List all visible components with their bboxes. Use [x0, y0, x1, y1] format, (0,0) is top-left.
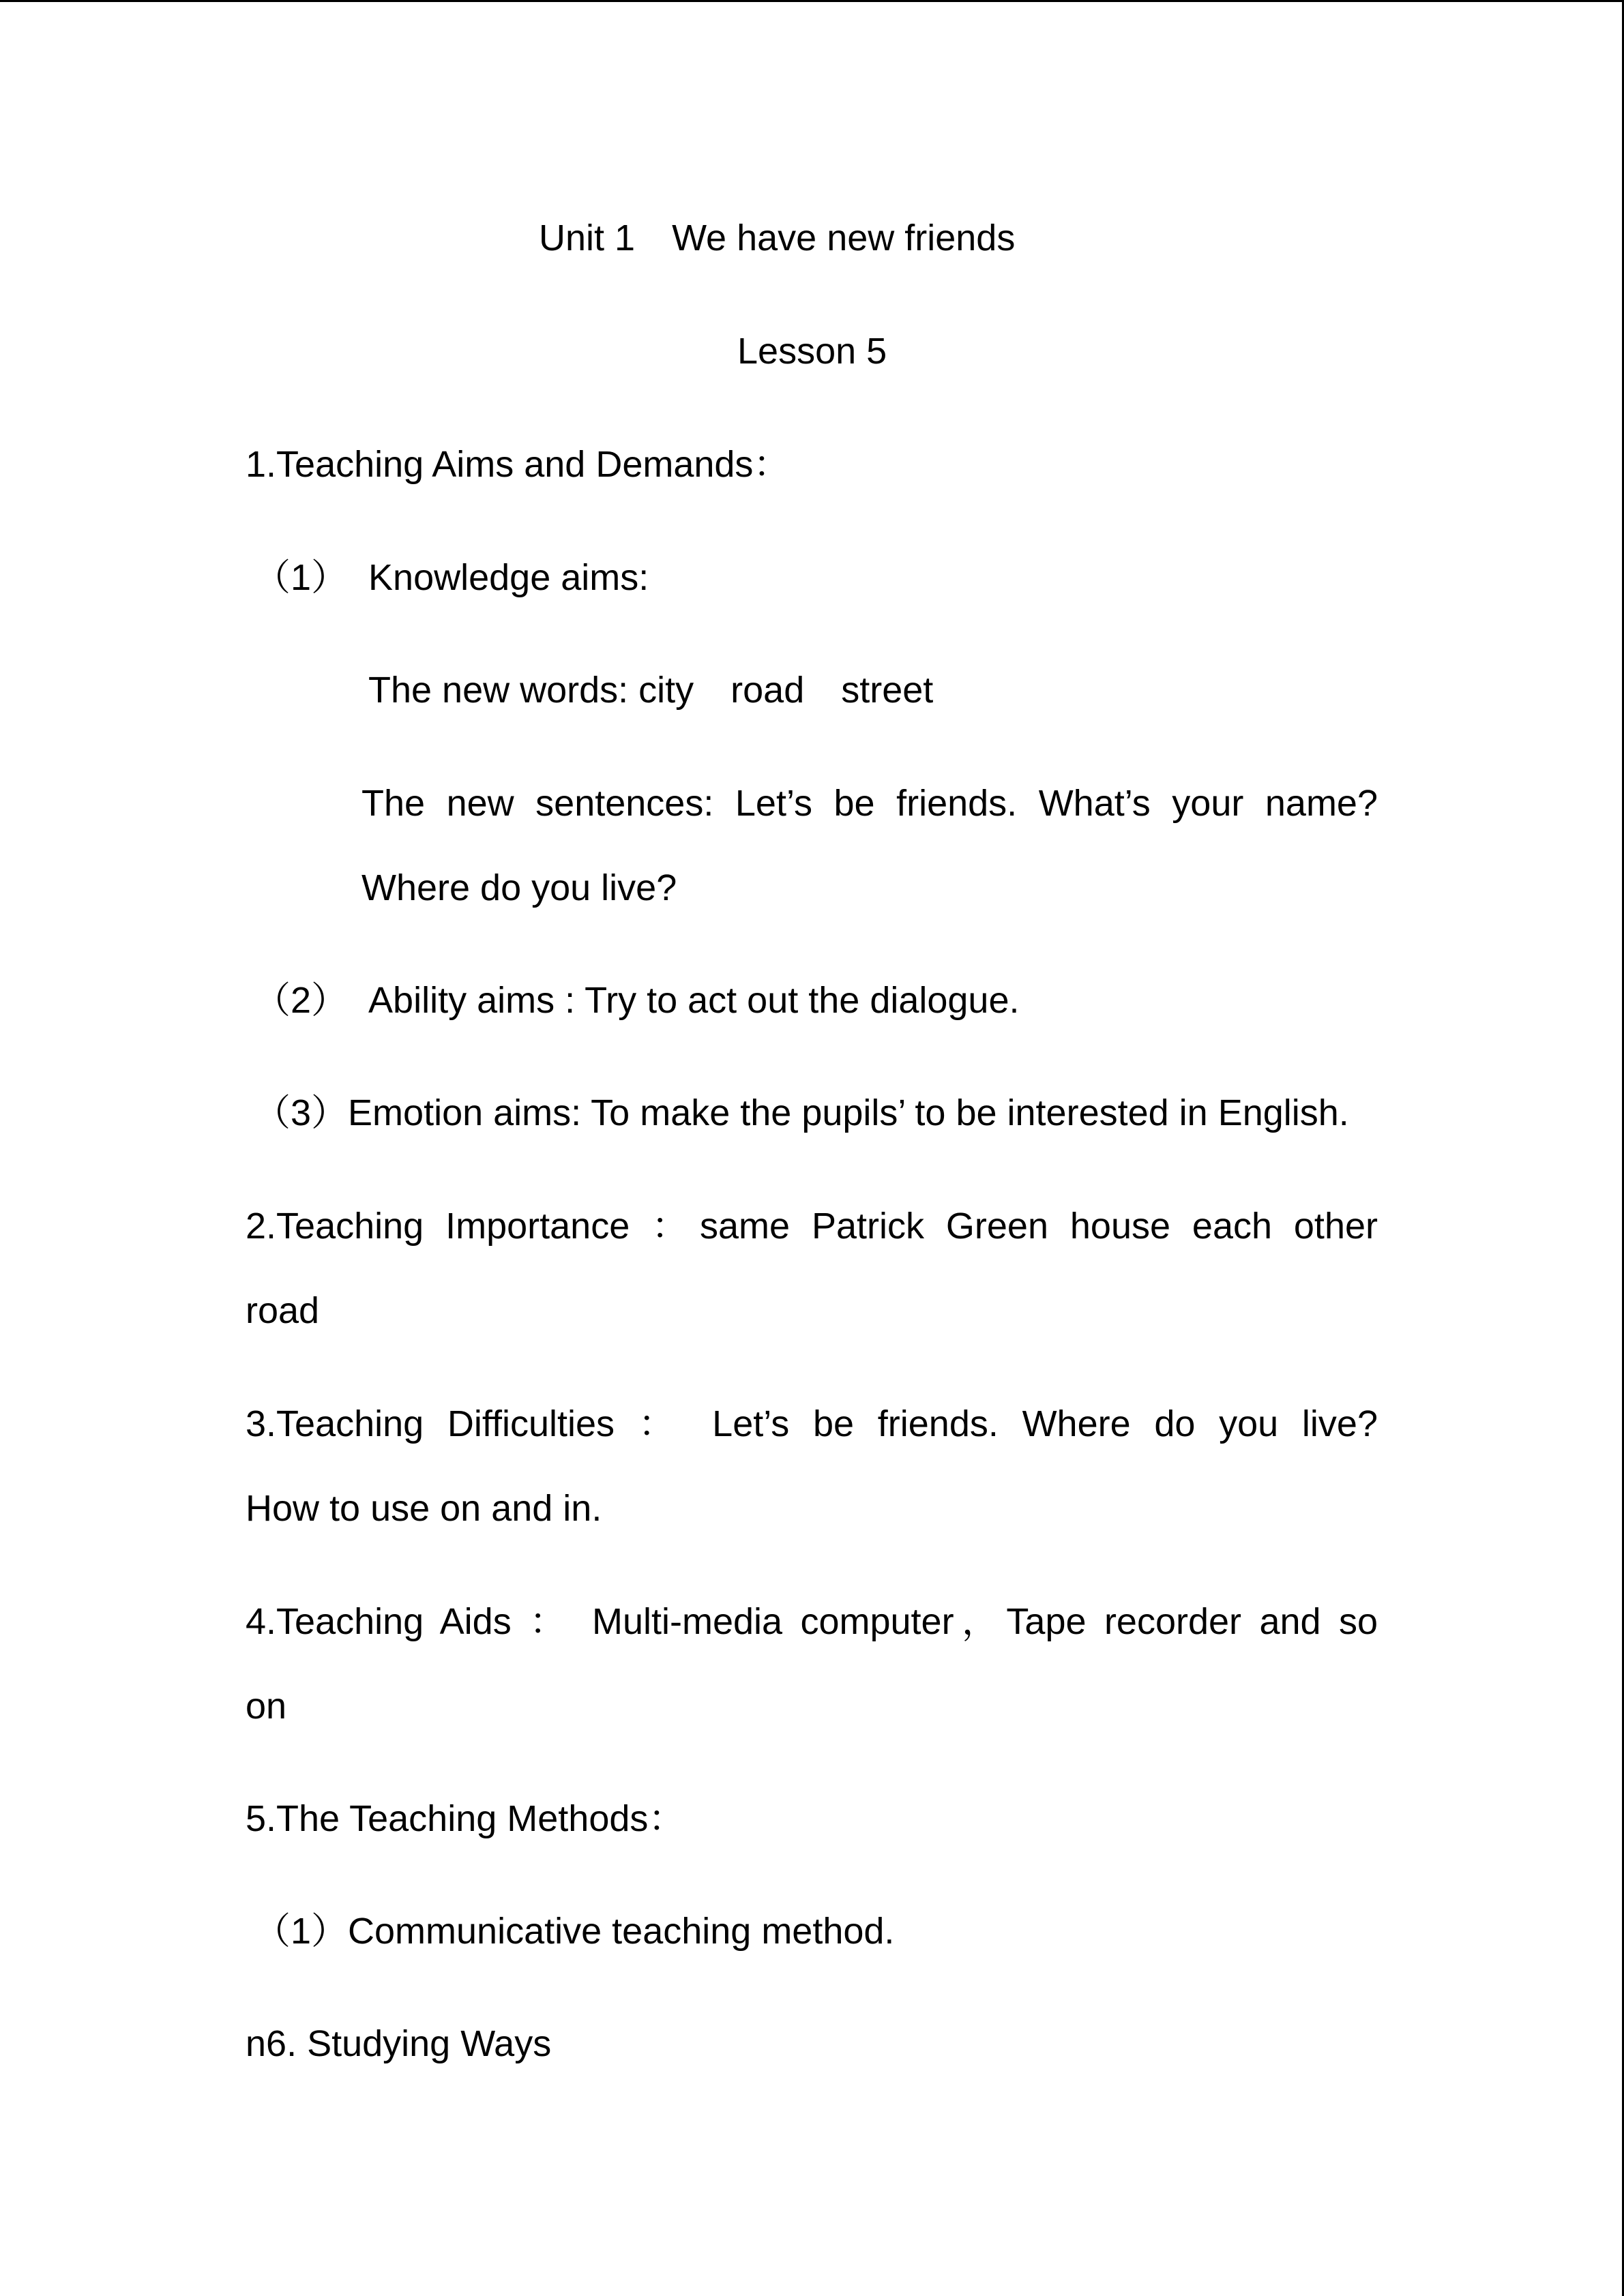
method-item-1: （1）Communicative teaching method.: [254, 1911, 895, 1952]
difficulties-line-2: How to use on and in.: [246, 1488, 602, 1529]
methods-heading: 5.The Teaching Methods：: [246, 1798, 685, 1839]
new-words: The new words: city road street: [368, 670, 934, 711]
new-sentences-line-1: The new sentences: Let’s be friends. What’s your name?: [361, 783, 1378, 824]
studying-ways: n6. Studying Ways: [246, 2023, 552, 2064]
importance-line-2: road: [246, 1290, 320, 1331]
ability-aims: （2） Ability aims : Try to act out the dialogue.: [254, 980, 1020, 1021]
emotion-aims: （3）Emotion aims: To make the pupils’ to be interested in English.: [254, 1092, 1349, 1133]
aims-heading: 1.Teaching Aims and Demands：: [246, 444, 791, 485]
importance-line-1: 2.Teaching Importance ：same Patrick Green house each other: [246, 1206, 1378, 1247]
aids-line-1: 4.Teaching Aids ： Multi-media computer，Tape recorder and so: [246, 1601, 1378, 1642]
knowledge-aims: （1） Knowledge aims:: [254, 557, 649, 598]
lesson-title: Lesson 5: [737, 331, 887, 372]
difficulties-line-1: 3.Teaching Difficulties ： Let’s be friends. Where do you live?: [246, 1403, 1378, 1444]
new-sentences-line-2: Where do you live?: [361, 867, 677, 908]
aids-line-2: on: [246, 1686, 287, 1727]
unit-title: Unit 1 We have new friends: [539, 218, 1016, 258]
